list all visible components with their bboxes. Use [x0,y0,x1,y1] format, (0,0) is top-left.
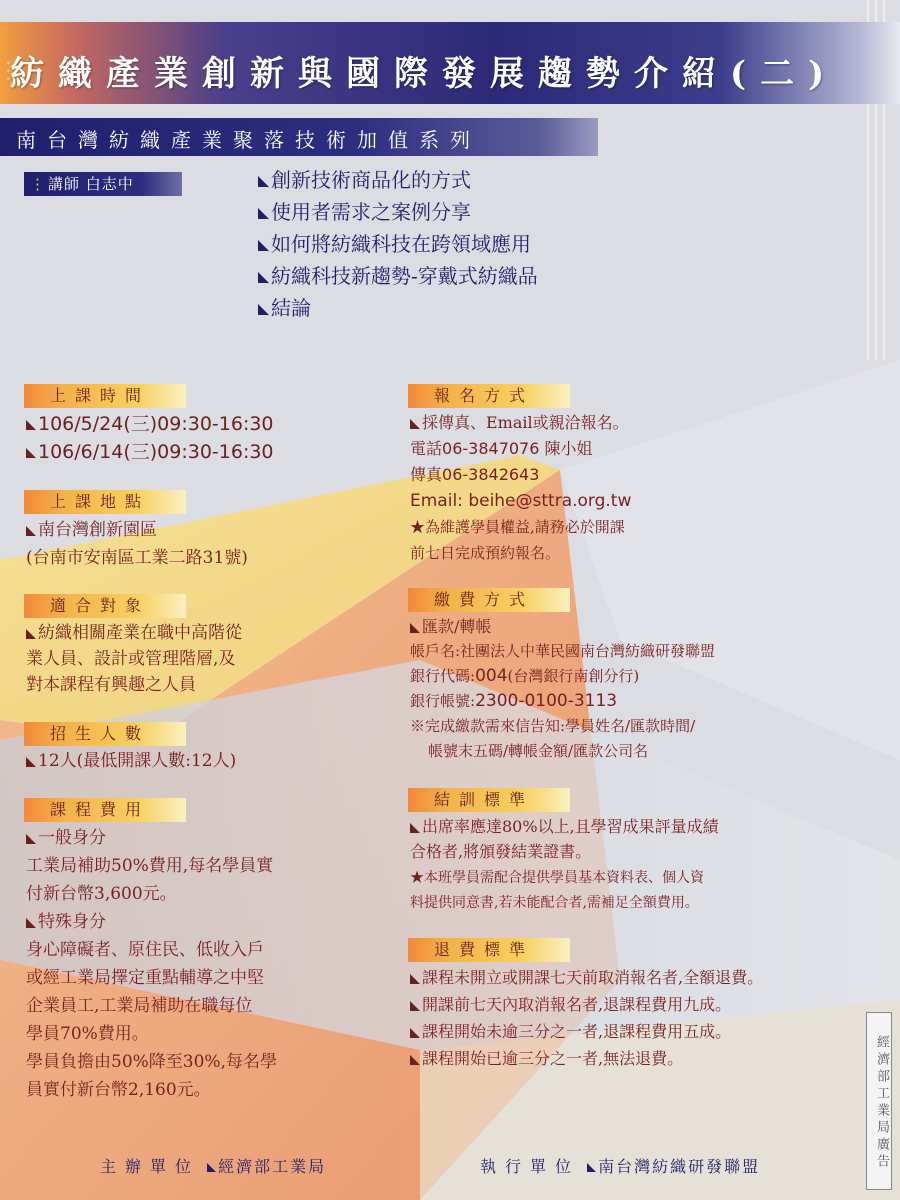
triangle-bullet-icon [258,176,269,187]
triangle-bullet-icon [258,304,269,315]
triangle-bullet-icon [410,823,420,833]
location-block [26,516,248,572]
page-title: 紡織產業創新與國際發展趨勢介紹(二) [10,54,839,94]
triangle-bullet-icon [26,629,36,639]
schedule-list [26,410,274,466]
registration-fax: 傳真06-3842643 [410,465,540,484]
topic-item: 紡織科技新趨勢-穿戴式紡織品 [258,260,678,292]
location-name: 南台灣創新園區 [38,520,157,540]
triangle-bullet-icon [26,448,36,458]
enrollment-heading: 招生人數 [24,722,186,746]
triangle-bullet-icon [26,918,36,928]
registration-email: Email: beihe@sttra.org.tw [410,491,632,511]
registration-heading: 報名方式 [408,384,570,408]
triangle-bullet-icon [258,272,269,283]
triangle-bullet-icon [410,1001,420,1011]
triangle-bullet-icon [26,834,36,844]
refund-item: 課程開始未逾三分之一者,退課程費用五成。 [410,1018,763,1045]
schedule-heading: 上課時間 [24,384,186,408]
lecturer-name: 講師 白志中 [48,175,134,193]
completion-heading: 結訓標準 [408,788,570,812]
refund-item: 課程開始已逾三分之一者,無法退費。 [410,1045,763,1072]
triangle-bullet-icon [26,420,36,430]
payment-bank-code: 銀行代碼:004(台灣銀行南創分行) [410,666,640,686]
topic-list [258,164,678,324]
refund-item: 課程未開立或開課七天前取消報名者,全額退費。 [410,964,763,991]
payment-account-name: 帳戶名:社團法人中華民國南台灣紡織研發聯盟 [410,642,716,660]
triangle-bullet-icon [410,419,420,429]
registration-phone: 電話06-3847076 陳小姐 [410,439,593,458]
location-address: (台南市安南區工業二路31號) [26,548,248,568]
executor-name: 南台灣紡織研發聯盟 [598,1157,761,1176]
ad-label-box: 經濟部工業局廣告 [866,1012,892,1190]
organizer-label: 主辦單位 [100,1157,201,1176]
registration-block: 採傳真、Email或親洽報名。 電話06-3847076 陳小姐 傳真06-3842643 Email: beihe@sttra.org.tw ★為維護學員權益,請務必於開課 前七日完成預約報名。 [410,413,632,562]
fee-block: 一般身分 工業局補助50%費用,每名學員實 付新台幣3,600元。 特殊身分 身心障礙者、原住民、低收入戶 或經工業局擇定重點輔導之中堅 企業員工,工業局補助在職每位 學員70%費用。 學員負擔由50%降至30%,每名學 員實付新台幣2,160元。 [26,828,277,1100]
location-heading: 上課地點 [24,490,186,514]
audience-block: 紡織相關產業在職中高階從 業人員、設計或管理階層,及 對本課程有興趣之人員 [26,623,242,695]
triangle-bullet-icon [26,757,36,767]
topic-item: 創新技術商品化的方式 [258,164,678,196]
refund-heading: 退費標準 [408,938,570,962]
fee-general-label: 一般身分 [38,828,106,848]
page-subtitle: 南台灣紡織產業聚落技術加值系列 [16,128,481,152]
enrollment-text: 12人(最低開課人數:12人) [38,751,237,771]
refund-item: 開課前七天內取消報名者,退課程費用九成。 [410,991,763,1018]
triangle-bullet-icon [258,208,269,219]
triangle-bullet-icon [207,1163,216,1172]
triangle-bullet-icon [410,974,420,984]
schedule-item: 106/5/24(三)09:30-16:30 [26,410,274,438]
executor-label: 執行單位 [480,1157,581,1176]
refund-list [410,964,763,1072]
triangle-bullet-icon [410,1055,420,1065]
dots-icon: ⋮ [30,175,46,193]
topic-item: 如何將紡織科技在跨領域應用 [258,228,678,260]
email-link[interactable]: beihe@sttra.org.tw [468,491,632,511]
topic-item: 結論 [258,292,678,324]
schedule-item: 106/6/14(三)09:30-16:30 [26,438,274,466]
completion-block: 出席率應達80%以上,且學習成果評量成績 合格者,將頒發結業證書。 ★本班學員需配合提供學員基本資料表、個人資 料提供同意書,若未能配合者,需補足全額費用。 [410,817,719,911]
triangle-bullet-icon [26,526,36,536]
enrollment-block [26,748,236,774]
fee-special-label: 特殊身分 [38,912,106,932]
organizer [100,1154,326,1177]
executor [480,1154,760,1177]
registration-method: 採傳真、Email或親洽報名。 [422,413,629,432]
payment-block: 匯款/轉帳 帳戶名:社團法人中華民國南台灣紡織研發聯盟 銀行代碼:004(台灣銀行南創分行) 銀行帳號:2300-0100-3113 ※完成繳款需來信告知:學員姓名/匯款時間/ 帳號末五碼/轉帳金額/匯款公司名 [410,617,716,760]
payment-account-number: 銀行帳號:2300-0100-3113 [410,691,618,711]
triangle-bullet-icon [587,1163,596,1172]
payment-heading: 繳費方式 [408,588,570,612]
payment-method: 匯款/轉帳 [422,617,492,636]
topic-item: 使用者需求之案例分享 [258,196,678,228]
organizer-name: 經濟部工業局 [218,1157,327,1176]
triangle-bullet-icon [410,623,420,633]
title-dots-decoration: • • • [6,59,11,84]
audience-heading: 適合對象 [24,594,186,618]
triangle-bullet-icon [258,240,269,251]
fee-heading: 課程費用 [24,798,186,822]
triangle-bullet-icon [410,1028,420,1038]
lecturer-tag [24,172,182,196]
